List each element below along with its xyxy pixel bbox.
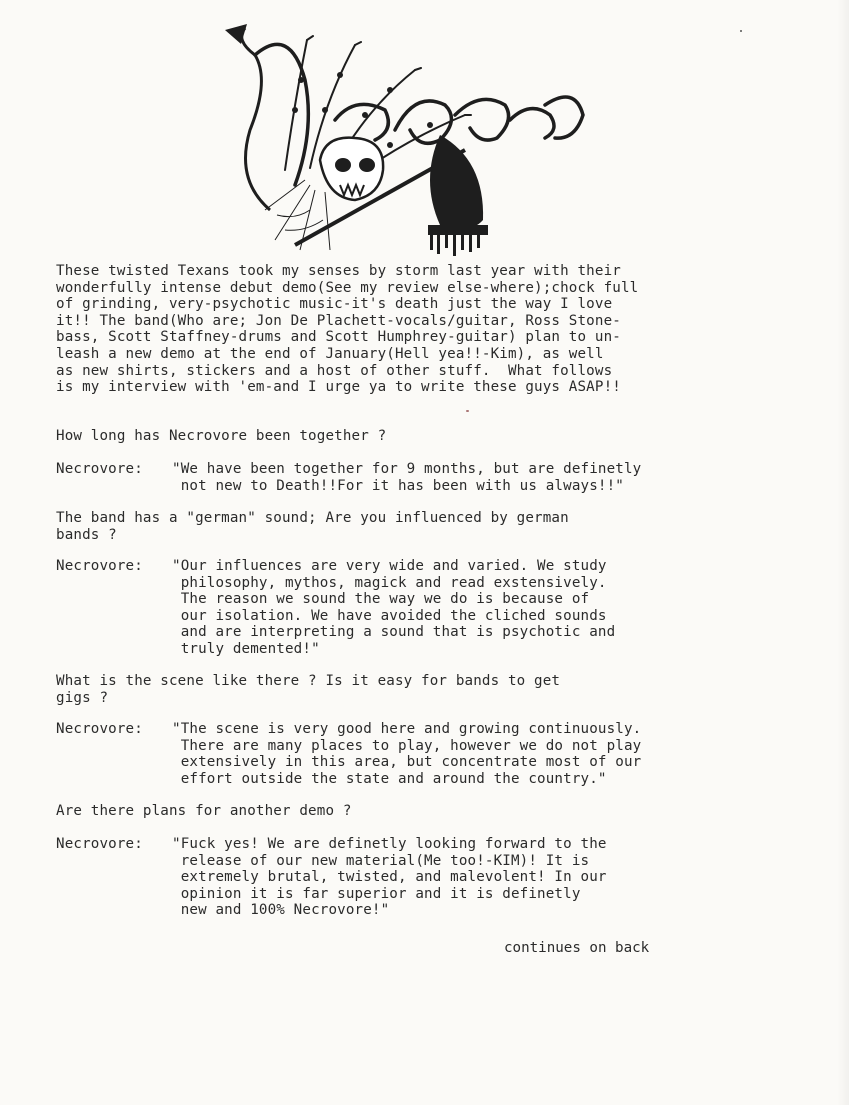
interview-question bbox=[56, 673, 560, 706]
answer-line: opinion it is far superior and it is definetly bbox=[172, 885, 581, 902]
answer-line: truly demented!" bbox=[172, 640, 320, 657]
answer-body bbox=[172, 558, 615, 658]
intro-line: These twisted Texans took my senses by storm last year with their bbox=[56, 263, 621, 279]
intro-line: wonderfully intense debut demo(See my review else-where);chock full bbox=[56, 279, 639, 296]
question-line: bands ? bbox=[56, 526, 117, 543]
speaker-label: Necrovore: bbox=[56, 836, 143, 852]
skull-icon bbox=[320, 138, 383, 200]
answer-body bbox=[172, 836, 607, 919]
answer-line: philosophy, mythos, magick and read exstensively. bbox=[172, 574, 607, 591]
question-line: Are there plans for another demo ? bbox=[56, 803, 352, 819]
intro-line: of grinding, very-psychotic music-it's death just the way I love bbox=[56, 296, 613, 313]
intro-line: bass, Scott Staffney-drums and Scott Humphrey-guitar) plan to un- bbox=[56, 329, 621, 346]
answer-line: "Fuck yes! We are definetly looking forward to the bbox=[172, 836, 607, 852]
speaker-label: Necrovore: bbox=[56, 558, 143, 574]
answer-line: new and 100% Necrovore!" bbox=[172, 902, 390, 919]
page-edge-shadow bbox=[837, 0, 849, 1105]
necrovore-logo bbox=[215, 20, 595, 260]
continues-note: continues on back bbox=[504, 940, 650, 956]
answer-line: "We have been together for 9 months, but are definetly bbox=[172, 461, 642, 477]
answer-line: and are interpreting a sound that is psychotic and bbox=[172, 624, 616, 641]
speaker-label: Necrovore: bbox=[56, 721, 143, 737]
answer-line: extremely brutal, twisted, and malevolent! In our bbox=[172, 869, 607, 886]
answer-body bbox=[172, 721, 641, 787]
intro-line: is my interview with 'em-and I urge ya to write these guys ASAP!! bbox=[56, 379, 621, 396]
interview-answer bbox=[56, 558, 616, 657]
interview-answer bbox=[56, 461, 642, 494]
interview-answer bbox=[56, 836, 607, 919]
intro-paragraph bbox=[56, 263, 638, 396]
answer-line: extensively in this area, but concentrate most of our bbox=[172, 754, 642, 771]
answer-line: effort outside the state and around the country." bbox=[172, 770, 607, 787]
answer-body bbox=[172, 461, 641, 494]
interview-question bbox=[56, 510, 569, 543]
answer-line: There are many places to play, however we do not play bbox=[172, 737, 642, 754]
intro-line: leash a new demo at the end of January(Hell yea!!-Kim), as well bbox=[56, 345, 604, 362]
question-line: The band has a "german" sound; Are you influenced by german bbox=[56, 510, 569, 526]
answer-line: release of our new material(Me too!-KIM)! It is bbox=[172, 852, 590, 869]
speaker-label: Necrovore: bbox=[56, 461, 143, 477]
intro-line: as new shirts, stickers and a host of other stuff. What follows bbox=[56, 362, 613, 379]
intro-line: it!! The band(Who are; Jon De Plachett-vocals/guitar, Ross Stone- bbox=[56, 312, 621, 329]
ink-speck bbox=[466, 410, 469, 412]
question-line: How long has Necrovore been together ? bbox=[56, 428, 387, 444]
answer-line: "The scene is very good here and growing continuously. bbox=[172, 721, 642, 737]
answer-line: not new to Death!!For it has been with us always!!" bbox=[172, 477, 624, 494]
answer-line: our isolation. We have avoided the cliched sounds bbox=[172, 607, 607, 624]
ink-speck bbox=[740, 30, 742, 32]
interview-question bbox=[56, 428, 386, 445]
question-line: gigs ? bbox=[56, 689, 109, 706]
answer-line: "Our influences are very wide and varied. We study bbox=[172, 558, 607, 574]
interview-question bbox=[56, 803, 352, 820]
interview-answer bbox=[56, 721, 642, 787]
answer-line: The reason we sound the way we do is because of bbox=[172, 591, 590, 608]
question-line: What is the scene like there ? Is it easy for bands to get bbox=[56, 673, 561, 689]
